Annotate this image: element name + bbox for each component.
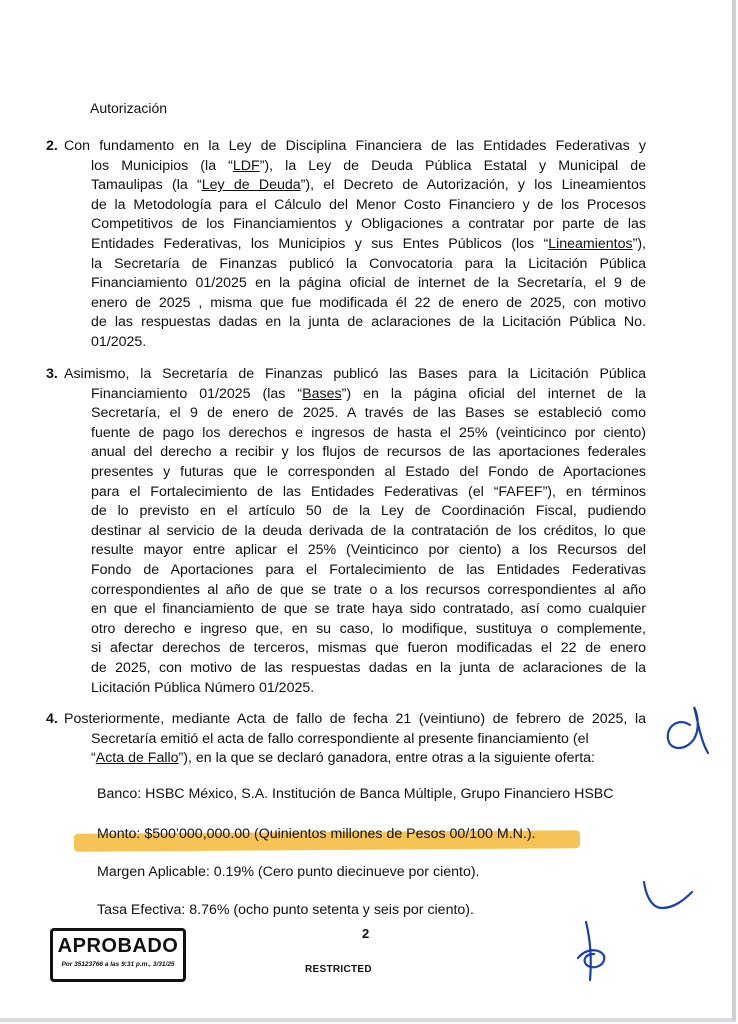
text-line: enero de 2025 , misma que fue modificada él 22 de enero de 2025, con motivo [91, 294, 646, 311]
text-line: destinar al servicio de la deuda derivada de la contratación de los créditos, lo que [91, 522, 646, 539]
text-line: resulte mayor entre aplicar el 25% (Veinticinco por ciento) a los Recursos del [91, 542, 646, 559]
item-number: 4. [46, 711, 58, 727]
text-line: presentes y futuras que le corresponden al Estado del Fondo de Aportaciones [91, 463, 646, 480]
text-line: la Secretaría de Finanzas publicó la Convocatoria para la Licitación Pública [91, 255, 646, 272]
text-line: Secretaría, el 9 de enero de 2025. A través de las Bases se estableció como [91, 405, 646, 422]
text-line: 01/2025. [91, 333, 147, 350]
text-line: de lo previsto en el artículo 50 de la Ley de Coordinación Fiscal, pudiendo [91, 503, 646, 520]
paragraph-item-4 [46, 710, 646, 769]
text-line: Secretaría emitió el acta de fallo correspondiente al presente financiamiento (el [91, 730, 589, 747]
text-line: si afectar derechos de terceros, mismas que fueron modificadas el 22 de enero [91, 640, 646, 657]
handwritten-initial-a [660, 705, 720, 765]
approved-stamp [50, 928, 186, 982]
text-line: correspondientes al año de que se trate o a los recursos correspondientes al año [91, 581, 646, 598]
offer-bank: Banco: HSBC México, S.A. Institución de Banca Múltiple, Grupo Financiero HSBC [97, 786, 614, 802]
text-line: de las respuestas dadas en la junta de aclaraciones de la Licitación Pública No. [91, 314, 646, 331]
text-line: “Acta de Fallo”), en la que se declaró ganadora, entre otras a la siguiente oferta: [91, 750, 595, 767]
text-line: Con fundamento en la Ley de Disciplina Financiera de las Entidades Federativas y [64, 138, 646, 154]
text-line: Competitivos de los Financiamientos y Obligaciones a contratar por parte de las [91, 216, 646, 233]
offer-amount: Monto: $500’000,000.00 (Quinientos millones de Pesos 00/100 M.N.). [97, 826, 536, 842]
handwritten-checkmark [640, 878, 700, 918]
text-line: Tamaulipas (la “Ley de Deuda”), el Decreto de Autorización, y los Lineamientos [91, 177, 646, 194]
stamp-title: APROBADO [57, 935, 179, 957]
text-line: Financiamiento 01/2025 (las “Bases”) en la página oficial del internet de la [91, 385, 647, 402]
paragraph-item-2 [46, 137, 646, 353]
text-line: Asimismo, la Secretaría de Finanzas publicó las Bases para la Licitación Pública [64, 366, 646, 382]
text-line: anual del derecho a recibir y los flujos de recursos de las aportaciones federales [91, 444, 646, 461]
section-heading: Autorización [90, 100, 168, 116]
paragraph-item-3 [46, 365, 646, 698]
text-line: Posteriormente, mediante Acta de fallo de fecha 21 (veintiuno) de febrero de 2025, la [64, 711, 646, 727]
text-line: en que el financiamiento de que se trate haya sido contratado, así como cualquier [91, 601, 646, 618]
text-line: fuente de pago los derechos e ingresos de hasta el 25% (veinticinco por ciento) [91, 424, 646, 441]
item-number: 3. [46, 366, 58, 382]
text-line: otro derecho e ingreso que, en su caso, lo modifique, sustituya o complemente, [91, 620, 646, 637]
offer-margin: Margen Aplicable: 0.19% (Cero punto diecinueve por ciento). [97, 864, 480, 880]
page-number: 2 [362, 926, 370, 941]
footer-classification: RESTRICTED [305, 964, 372, 975]
text-line: Financiamiento 01/2025 en la página oficial de internet de la Secretaría, el 9 de [91, 275, 646, 292]
text-line: de 2025, con motivo de las respuestas dadas en la junta de aclaraciones de la [91, 659, 646, 676]
stamp-note: Por 35123766 a las 9:31 p.m., 3/31/25 [61, 961, 175, 968]
handwritten-signature [570, 918, 620, 984]
text-line: Licitación Pública Número 01/2025. [91, 679, 315, 696]
text-line: Entidades Federativas, los Municipios y sus Entes Públicos (los “Lineamientos”), [91, 235, 646, 252]
text-line: de la Metodología para el Cálculo del Menor Costo Financiero y de los Procesos [91, 196, 646, 213]
offer-rate: Tasa Efectiva: 8.76% (ocho punto setenta y seis por ciento). [97, 902, 474, 918]
text-line: los Municipios (la “LDF”), la Ley de Deuda Pública Estatal y Municipal de [91, 157, 646, 174]
text-line: para el Fortalecimiento de las Entidades Federativas (el “FAFEF”), en términos [91, 483, 646, 500]
item-number: 2. [46, 138, 58, 154]
text-line: Fondo de Aportaciones para el Fortalecimiento de las Entidades Federativas [91, 561, 646, 578]
